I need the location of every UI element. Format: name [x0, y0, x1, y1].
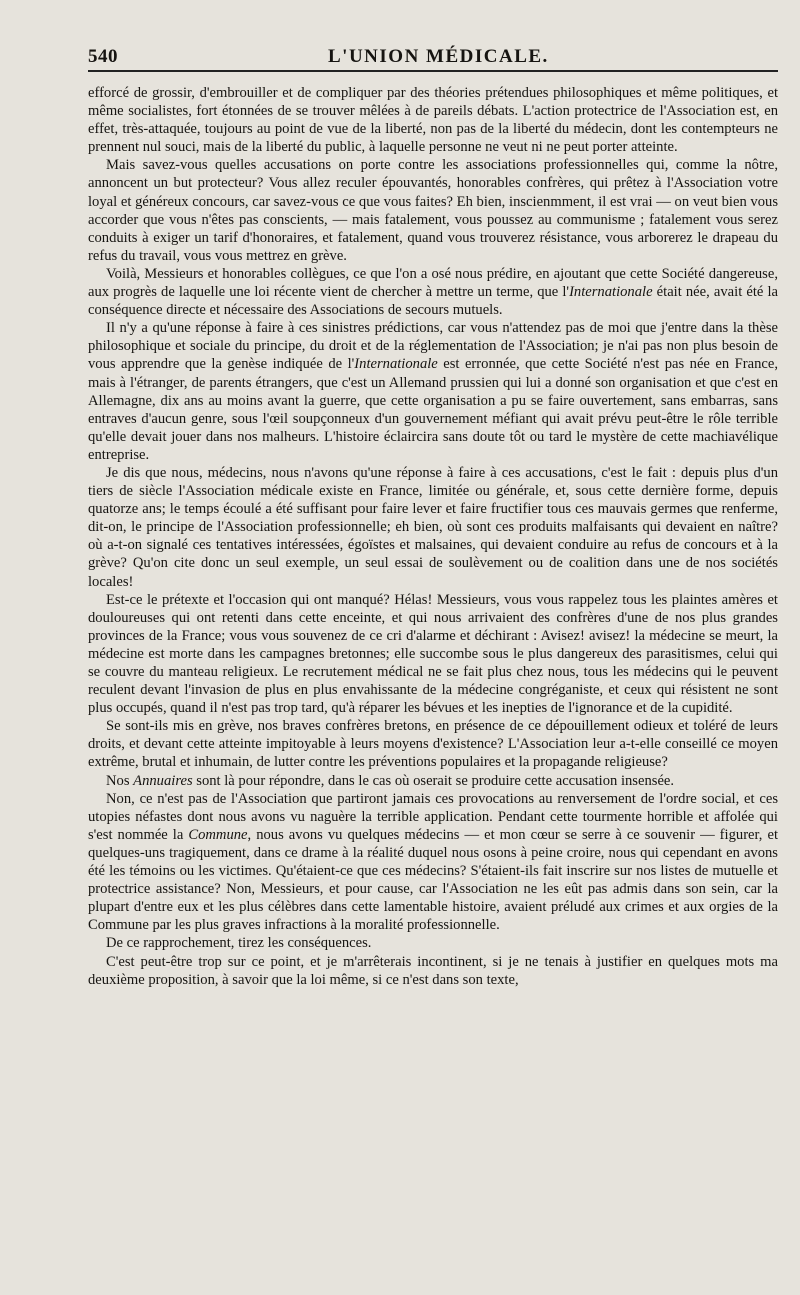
paragraph: Nos Annuaires sont là pour répondre, dans le cas où oserait se produire cette accusation insensée.	[106, 772, 675, 789]
header-rule	[88, 70, 778, 72]
paragraph: Mais savez-vous quelles accusations on porte contre les associations professionnelles qui, comme la nôtre, annoncent un but protecteur? Vous allez reculer épouvantés, honorables confrères, qui prêtez à l'Association votre loyal et généreux concours, car savez-vous ce que vous faites? Eh bien, inscienmment, il est vrai — on veut bien vous accorder que vous n'êtes pas conscients, — mais fatalement, vous poussez au communisme ; fatalement vous serez conduits à exiger un tarif d'honoraires, et fatalement, quand vous trouverez résistance, vous arborerez le drapeau du refus du travail, vous vous mettrez en grève.	[88, 157, 778, 264]
journal-title: L'UNION MÉDICALE.	[328, 46, 549, 67]
paragraph: Se sont-ils mis en grève, nos braves confrères bretons, en présence de ce dépouillement odieux et toléré de leurs droits, et devant cette atteinte impitoyable à leurs moyens d'existence? L'Association leur a-t-elle conseillé ce moyen extrême, brutal et inhumain, de lutter contre les préventions populaires et la propagande religieuse?	[88, 718, 778, 771]
page-number: 540	[88, 46, 118, 67]
paragraph: Non, ce n'est pas de l'Association que partiront jamais ces provocations au renversement de l'ordre social, et ces utopies néfastes dont nous avons vu naguère la terrible application. Pendant cette tourmente horrible et affolée qui s'est nommée la Commune, nous avons vu quelques médecins — et mon cœur se serre à ce souvenir — figurer, et quelques-uns tragiquement, dans ce drame à la réalité duquel nous osons à peine croire, nous qui cependant en avons été les témoins ou les victimes. Qu'étaient-ce que ces médecins? S'étaient-ils fait inscrire sur nos listes de mutuelle et protectrice assistance? Non, Messieurs, et pour cause, car l'Association ne les eût pas admis dans son sein, car la plupart d'entre eux et les plus célèbres dans cette lamentable histoire, avaient préludé aux crimes et aux orgies de la Commune par les plus graves infractions à la moralité professionnelle.	[88, 790, 778, 934]
paragraph: efforcé de grossir, d'embrouiller et de compliquer par des théories prétendues philosophiques et même politiques, et même socialistes, fort étonnées de se trouver mêlées à de pareils débats. L'action protectrice de l'Association est, en effet, très-attaquée, toujours au point de vue de la liberté, non pas de la liberté du médecin, dont les contempteurs ne prennent nul souci, mais de la liberté du public, à laquelle personne ne veut ni ne peut porter atteinte.	[88, 85, 778, 156]
paragraph: Je dis que nous, médecins, nous n'avons qu'une réponse à faire à ces accusations, c'est le fait : depuis plus d'un tiers de siècle l'Association médicale existe en France, limitée ou générale, et, sous cette dernière forme, depuis quatorze ans; le temps écoulé a été suffisant pour faire lever et faire fructifier tous ces mauvais germes que renferme, dit-on, le principe de l'Association professionnelle; eh bien, où sont ces produits malfaisants qui devaient en naître? où a-t-on signalé ces tentatives intéressées, égoïstes et malsaines, qui devaient conduire au refus de concours et à la grève? Qu'on cite donc un seul exemple, un seul essai de soulèvement ou de coalition dans une de nos sociétés locales!	[88, 464, 778, 590]
paragraph: Voilà, Messieurs et honorables collègues, ce que l'on a osé nous prédire, en ajoutant que cette Société dangereuse, aux progrès de laquelle une loi récente vient de chercher à mettre un terme, que l'Internationale était née, avait été la conséquence directe et nécessaire des Associations de secours mutuels.	[88, 265, 778, 319]
article-body	[88, 84, 778, 989]
paragraph: De ce rapprochement, tirez les conséquences.	[106, 935, 372, 952]
paragraph: Il n'y a qu'une réponse à faire à ces sinistres prédictions, car vous n'attendez pas de moi que j'entre dans la thèse philosophique et sociale du principe, du droit et de la réglementation de l'Association; je n'ai pas non plus besoin de vous apprendre que la genèse indiquée de l'Internationale est erronnée, que cette Société n'est pas née en France, mais à l'étranger, de parents étrangers, que c'est un Allemand prussien qui lui a donné son organisation et que c'est en Allemagne, dix ans au moins avant la guerre, que cette organisation a pu se faire ouvertement, sans embarras, sans entraves d'aucun genre, sous l'œil soupçonneux d'un gouvernement méfiant qui avait prévu peut-être le rôle terrible qu'elle devait jouer dans nos malheurs. L'histoire éclaircira sans doute tôt ou tard le mystère de cette machiavélique entreprise.	[88, 320, 778, 463]
paragraph: C'est peut-être trop sur ce point, et je m'arrêterais incontinent, si je ne tenais à justifier en quelques mots ma deuxième proposition, à savoir que la loi même, si ce n'est dans son texte,	[88, 953, 778, 988]
paragraph: Est-ce le prétexte et l'occasion qui ont manqué? Hélas! Messieurs, vous vous rappelez tous les plaintes amères et douloureuses qui ont retenti dans cette enceinte, et qui nous arrivaient des confrères d'une de nos plus grandes provinces de la France; vous vous souvenez de ce cri d'alarme et déchirant : Avisez! avisez! la médecine se meurt, la médecine est morte dans les campagnes bretonnes; elle succombe sous le plus dangereux des parasitismes, celui qui se couvre du manteau religieux. Le recrutement médical ne se fait plus chez nous, tous les médecins qui le peuvent reculent devant l'invasion de plus en plus envahissante de la médecine congréganiste, et ceux qui résistent ne sont plus occupés, quand il n'est pas trop tard, qu'à réparer les bévues et les inepties de l'ignorance et de la cupidité.	[88, 591, 778, 717]
page-header	[88, 40, 778, 68]
